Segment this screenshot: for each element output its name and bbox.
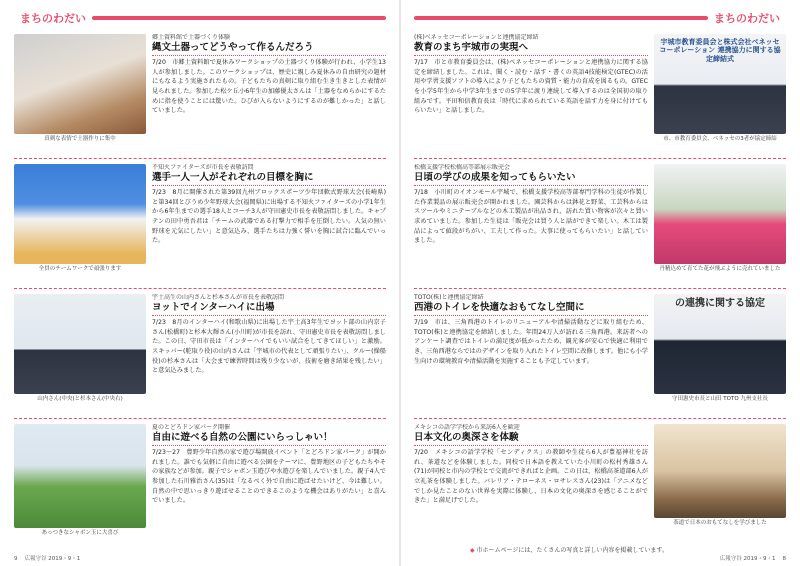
section-stripe (414, 16, 708, 20)
article-text (414, 424, 648, 536)
article-body: 7/23 8月に開催された第39回九州ブロックスポーツ少年団軟式野球大会(長崎県)と第34回とびうめ少年野球大会(福岡県)に出場する不知火ファイターズの小学1年生から6年生までの選手18人とコーチ3人が守田憲史市長を表敬訪問しました。キャプテンの田中勇吾君は「チームの武器である打撃力で相手を圧倒したい。人気の無い野球を元気にしたい」と意気込み、選手たちは力強く誓いを胸に試合に臨んでいった。 (152, 189, 386, 245)
article-body: 7/18 小川町のイオンモール宇城で、松橋支援学校高等部専門学科の生徒が作製した作業製品の展示販売会が開かれました。園芸科からは鉢花と野菜、工芸科からはスツールやミニテーブルなどの木工製品が出品され、訪れた買い物客が次々と買い求めていました。参加した生徒は「販売会は買う人と話ができて楽しい。木工は製品によって値段がちがい、工夫して作った。大事に使ってもらいたい」と話していました。 (414, 189, 648, 245)
article-body: 7/23〜27 豊野少年自然の家で遊び場開放イベント「とどろドン家パーク」が開かれました。誰でも気軽に自由に遊べる公園をテーマに、豊野地区の子どもたちやその家族などが参加。親子でシャボン玉遊びや水遊びを楽しんでいました。親子4人で参加した石川雅治さん(35)は「なるべく外で自由に遊ばせたいけど、今は難しい。自然の中で思いっきり遊ばせることのできるこのような機会はありがたい」と喜んでいました。 (152, 449, 386, 505)
article-body: 7/20 メキシコの語学学校「センディクス」の教師や生徒ら6人が豊福神社を訪れ、茶道などを体験しました。同校で日本語を教えていた小川町の松村秀雄さん(71)が同校と市内の学校とで交流ができればと企画。この日は、松橋高茶道部6人が立礼茶を体験しました。バレリア・テローネス・ロサレスさん(23)は「アニメなどでしか見たことのない世界を実際に体験し、日本の文化の奥深さを感じることができた」と満足げでした。 (414, 449, 648, 505)
article-divider (14, 158, 386, 159)
article-kicker: 不知火ファイターズが市長を表敬訪問 (152, 164, 254, 171)
page-footer-left (14, 554, 80, 562)
article-divider (14, 288, 386, 289)
article-kicker: 宇土高生の山内さんと杉本さんが市長を表敬訪問 (152, 294, 285, 301)
article-toto-agreement (414, 294, 786, 412)
article-text (414, 34, 648, 152)
section-header-right (414, 8, 786, 28)
article-text (152, 424, 386, 546)
article-divider (414, 418, 786, 419)
article-photo (654, 424, 786, 518)
article-body: 7/20 市郷土資料館で夏休みワークショップの土器づくり体験が行われ、小学生13人が参加しました。このワークショップは、歴史に親しみ夏休みの自由研究の題材にもなるよう実施されたもの。子どもたちの真剣に取り組む生き生きとした表情が見られました。参加した松ケ丘小6年生の加藤優太さんは「土器をなめらかにするために指を使うことには驚いた。ひびが入らないようにするのが難しかった」と話していました。 (152, 59, 386, 115)
article-headline: 自由に遊べる自然の公園にいらっしゃい！ (152, 432, 386, 446)
homepage-note-text: 市ホームページには、たくさんの写真と詳しい内容を掲載しています。 (476, 547, 668, 554)
section-tag: まちのわだい (20, 12, 86, 25)
photo-column (654, 34, 786, 152)
article-headline: ヨットでインターハイに出場 (152, 302, 386, 316)
article-text (152, 34, 386, 152)
article-support-school-sale (414, 164, 786, 282)
article-photo (14, 34, 146, 134)
article-photo (654, 164, 786, 264)
article-headline: 日本文化の奥深さを体験 (414, 432, 648, 446)
photo-caption: 全員のチームワークで頑張ります (38, 266, 122, 272)
photo-caption: 茶道で日本のおもてなしを学びました (673, 520, 767, 526)
article-body: 7/23 8月のインターハイ(和歌山県)に出場した宇土高3年生でヨット部の山内京子さん(松橋町)と杉本大輝さん(小川町)が市長を訪れ、守田憲史市長を表敬訪問しました。この日、守田市長は「インターハイでもいい試合をしてきてほしい」と激励。スキッパー(舵取り役)の山内さんは「宇城市の代表として頑張りたい」、クルー(操船役)の杉本さんは「大会まで練習時間は残り少ないが、技術を磨き結果を残したい」と意気込みました。 (152, 319, 386, 375)
photo-caption: あっつきなシャボン玉に大喜び (41, 530, 119, 536)
photo-banner-text: の連携に関する協定 (675, 298, 765, 309)
photo-column (14, 164, 146, 282)
article-divider (414, 288, 786, 289)
article-kicker: 郷土資料館で土器づくり体験 (152, 34, 231, 41)
page-number: 9 (14, 556, 18, 562)
article-text (152, 164, 386, 282)
right-page (400, 0, 800, 566)
section-stripe (92, 16, 386, 20)
article-kicker: (株)ベネッセコーポレーションと連携協定締結 (414, 34, 539, 41)
photo-caption: 山内さん(中央)と杉本さん(中央右) (37, 396, 123, 402)
publication-name: 広報守谷 2019・9・1 (719, 556, 776, 562)
photo-caption: 市、市教育委員会、ベネッセの3者が協定締結 (663, 136, 777, 142)
article-mexico-exchange (414, 424, 786, 536)
article-benesse-agreement (414, 34, 786, 152)
article-photo (14, 294, 146, 394)
photo-column (654, 424, 786, 536)
article-kicker: 松橋支援学校松橋高等部展示販売会 (414, 164, 511, 171)
article-body: 7/17 市と市教育委員会は、(株)ベネッセコーポレーションと連携協力に関する協定を締結しました。これは、聞く・読む・話す・書くの英語4技能検定(GTEC)の活用や学習支援ソフトの導入により子どもたちの資質・能力の育成を図るもの。GTECを小学5年生から中学3年生までの5学年に渡り連続して導入するのは全国初の取り組みです。平田和信教育長は「時代に求められている英語を話す力を身に付けてもらいたい」と話しました。 (414, 59, 648, 115)
article-text (152, 294, 386, 412)
photo-column (14, 294, 146, 412)
article-divider (14, 418, 386, 419)
article-photo (654, 294, 786, 394)
photo-column (14, 34, 146, 152)
photo-column (14, 424, 146, 546)
article-text (414, 294, 648, 412)
article-headline: 日頃の学びの成果を知ってもらいたい (414, 172, 648, 186)
article-clay-workshop (14, 34, 386, 152)
photo-caption: 守田憲史市長と山田 TOTO 九州支社長 (672, 396, 768, 402)
article-kicker: メキシコの語学学校から来訪6人を歓迎 (414, 424, 520, 431)
article-body: 7/19 市は、三角西港のトイレのリニューアルや清掃活動などに取り組むため、TOTO(株)と連携協定を締結しました。年間24万人が訪れる三角西港。来訪者へのアンケート調査ではトイレの満足度が低かったため、観光客が安心で快適に利用でき、三角西港ならではのデザインを取り入れたトイレ空間に改修します。他にも小学生向けの環境教育や清掃活動を実施することも予定しています。 (414, 319, 648, 365)
article-photo (14, 424, 146, 528)
article-yacht-interhigh (14, 294, 386, 412)
section-header-left (14, 8, 386, 28)
article-divider (414, 158, 786, 159)
article-fighters-visit (14, 164, 386, 282)
photo-caption: 真剣な表情で土器作りに集中 (44, 136, 116, 142)
photo-caption: 丹精込めて育てた花が飛ぶように売れていました (659, 266, 781, 272)
article-kicker: TOTO(株)と連携協定締結 (414, 294, 484, 301)
section-tag: まちのわだい (714, 12, 780, 25)
bullet-icon: ◆ (470, 547, 475, 554)
article-headline: 西港のトイレを快適なおもてなし空間に (414, 302, 648, 316)
article-park-event (14, 424, 386, 546)
article-photo (14, 164, 146, 264)
photo-column (654, 294, 786, 412)
photo-banner-text: 宇城市教育委員会と株式会社ベネッセコーポレーション 連携協力に関する協定締結式 (659, 38, 781, 63)
photo-column (654, 164, 786, 282)
publication-name: 広報守谷 2019・9・1 (24, 556, 81, 562)
article-photo (654, 34, 786, 134)
article-headline: 教育のまち宇城市の実現へ (414, 42, 648, 56)
article-headline: 選手一人一人がそれぞれの目標を胸に (152, 172, 386, 186)
homepage-note (470, 545, 668, 554)
article-headline: 縄文土器ってどうやって作るんだろう (152, 42, 386, 56)
page-footer-right (720, 554, 786, 562)
page-number: 8 (782, 556, 786, 562)
article-text (414, 164, 648, 282)
article-kicker: 夏のとどろドン家パーク開催 (152, 424, 231, 431)
